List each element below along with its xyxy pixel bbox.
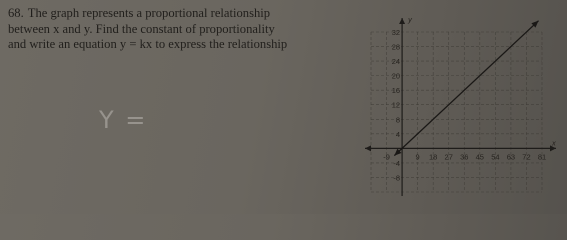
problem-line-1: [8, 6, 353, 22]
y-tick-label: 20: [391, 71, 401, 81]
y-tick-label: 4: [395, 129, 401, 139]
problem-line-2: between x and y. Find the constant of proportionality: [8, 21, 275, 36]
x-tick-label: 81: [537, 152, 547, 162]
x-tick-label: -9: [383, 152, 390, 162]
x-tick-label: 36: [460, 152, 469, 162]
y-axis-label: y: [408, 15, 412, 24]
x-tick-label: 9: [415, 152, 420, 162]
tick-labels: [383, 28, 546, 182]
problem-text: [8, 6, 353, 53]
x-tick-label: 45: [475, 152, 484, 162]
problem-line-3: and write an equation y = kx to express the relationship: [8, 37, 288, 51]
y-tick-label: 28: [391, 42, 401, 52]
handwritten-answer: Y =: [99, 106, 148, 134]
y-tick-label: 8: [395, 115, 401, 125]
x-tick-label: 63: [506, 152, 516, 162]
x-axis-arrow-negative: [365, 145, 371, 151]
x-tick-label: 54: [491, 152, 500, 162]
y-tick-label: 12: [391, 100, 401, 110]
data-series: [391, 21, 538, 156]
coordinate-graph: [355, 10, 565, 210]
problem-line-1-text: The graph represents a proportional relationship: [27, 6, 271, 20]
x-tick-label: 18: [429, 152, 438, 162]
x-axis-label: x: [552, 138, 556, 148]
x-tick-label: 72: [522, 152, 531, 162]
x-tick-label: 27: [444, 152, 453, 162]
y-tick-label: 32: [391, 28, 401, 37]
y-axis-arrow: [399, 18, 405, 24]
grid: [371, 32, 542, 192]
y-tick-label: -8: [393, 173, 401, 183]
problem-number: 68.: [8, 6, 24, 20]
y-tick-label: 24: [391, 57, 401, 67]
series-line: [391, 21, 538, 156]
y-tick-label: -4: [393, 158, 401, 168]
y-tick-label: 16: [391, 86, 401, 96]
